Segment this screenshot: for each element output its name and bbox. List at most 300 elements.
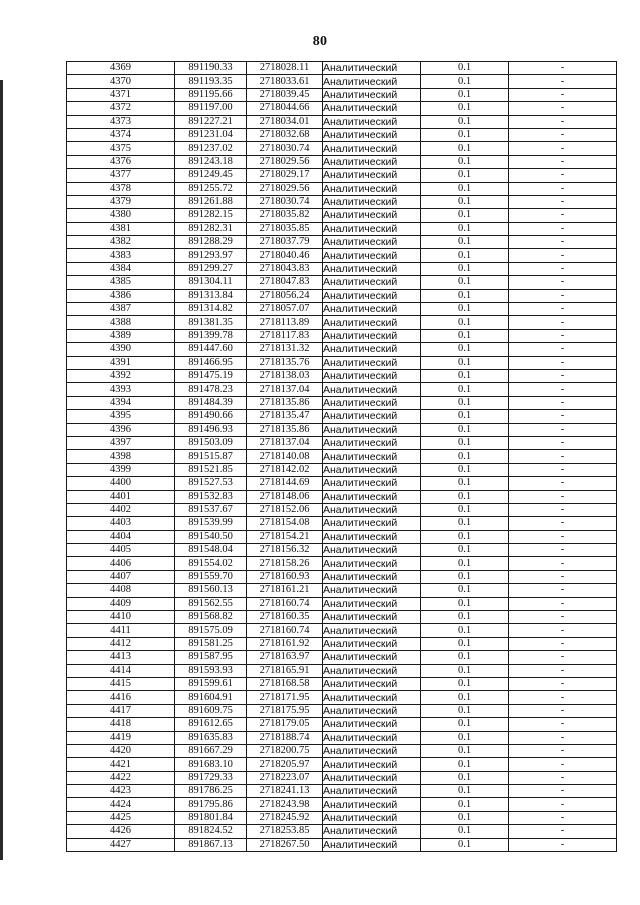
- table-row: [67, 637, 617, 650]
- x-coordinate-cell: 891237.02: [175, 142, 247, 155]
- point-number-cell: 4417: [67, 704, 175, 717]
- method-cell: Аналитический: [323, 731, 421, 744]
- table-row: [67, 570, 617, 583]
- x-coordinate-cell: 891231.04: [175, 128, 247, 141]
- note-cell: -: [509, 463, 617, 476]
- note-cell: -: [509, 825, 617, 838]
- note-cell: -: [509, 677, 617, 690]
- coordinates-table-container: [66, 61, 616, 852]
- point-number-cell: 4405: [67, 544, 175, 557]
- point-number-cell: 4412: [67, 637, 175, 650]
- x-coordinate-cell: 891568.82: [175, 611, 247, 624]
- x-coordinate-cell: 891243.18: [175, 155, 247, 168]
- x-coordinate-cell: 891249.45: [175, 169, 247, 182]
- method-cell: Аналитический: [323, 463, 421, 476]
- accuracy-cell: 0.1: [421, 142, 509, 155]
- accuracy-cell: 0.1: [421, 771, 509, 784]
- x-coordinate-cell: 891635.83: [175, 731, 247, 744]
- method-cell: Аналитический: [323, 664, 421, 677]
- method-cell: Аналитический: [323, 155, 421, 168]
- point-number-cell: 4395: [67, 410, 175, 423]
- x-coordinate-cell: 891466.95: [175, 356, 247, 369]
- table-row: [67, 236, 617, 249]
- note-cell: -: [509, 597, 617, 610]
- point-number-cell: 4427: [67, 838, 175, 851]
- note-cell: -: [509, 303, 617, 316]
- y-coordinate-cell: 2718165.91: [247, 664, 323, 677]
- note-cell: -: [509, 289, 617, 302]
- note-cell: -: [509, 209, 617, 222]
- x-coordinate-cell: 891729.33: [175, 771, 247, 784]
- coordinates-table: [66, 61, 617, 852]
- point-number-cell: 4375: [67, 142, 175, 155]
- x-coordinate-cell: 891609.75: [175, 704, 247, 717]
- method-cell: Аналитический: [323, 544, 421, 557]
- x-coordinate-cell: 891293.97: [175, 249, 247, 262]
- accuracy-cell: 0.1: [421, 651, 509, 664]
- accuracy-cell: 0.1: [421, 182, 509, 195]
- y-coordinate-cell: 2718135.47: [247, 410, 323, 423]
- table-row: [67, 691, 617, 704]
- x-coordinate-cell: 891478.23: [175, 383, 247, 396]
- x-coordinate-cell: 891496.93: [175, 423, 247, 436]
- table-row: [67, 718, 617, 731]
- x-coordinate-cell: 891548.04: [175, 544, 247, 557]
- note-cell: -: [509, 731, 617, 744]
- accuracy-cell: 0.1: [421, 838, 509, 851]
- x-coordinate-cell: 891795.86: [175, 798, 247, 811]
- table-row: [67, 75, 617, 88]
- x-coordinate-cell: 891554.02: [175, 557, 247, 570]
- note-cell: -: [509, 88, 617, 101]
- note-cell: -: [509, 570, 617, 583]
- x-coordinate-cell: 891261.88: [175, 195, 247, 208]
- coordinates-table-body: [67, 62, 617, 852]
- y-coordinate-cell: 2718154.21: [247, 530, 323, 543]
- table-row: [67, 249, 617, 262]
- accuracy-cell: 0.1: [421, 115, 509, 128]
- table-row: [67, 544, 617, 557]
- x-coordinate-cell: 891599.61: [175, 677, 247, 690]
- y-coordinate-cell: 2718223.07: [247, 771, 323, 784]
- method-cell: Аналитический: [323, 222, 421, 235]
- method-cell: Аналитический: [323, 557, 421, 570]
- point-number-cell: 4373: [67, 115, 175, 128]
- accuracy-cell: 0.1: [421, 624, 509, 637]
- note-cell: -: [509, 557, 617, 570]
- accuracy-cell: 0.1: [421, 731, 509, 744]
- method-cell: Аналитический: [323, 289, 421, 302]
- method-cell: Аналитический: [323, 329, 421, 342]
- y-coordinate-cell: 2718135.86: [247, 396, 323, 409]
- y-coordinate-cell: 2718131.32: [247, 343, 323, 356]
- method-cell: Аналитический: [323, 369, 421, 382]
- point-number-cell: 4401: [67, 490, 175, 503]
- y-coordinate-cell: 2718241.13: [247, 785, 323, 798]
- note-cell: -: [509, 758, 617, 771]
- method-cell: Аналитический: [323, 691, 421, 704]
- table-row: [67, 490, 617, 503]
- x-coordinate-cell: 891381.35: [175, 316, 247, 329]
- y-coordinate-cell: 2718156.32: [247, 544, 323, 557]
- note-cell: -: [509, 704, 617, 717]
- note-cell: -: [509, 771, 617, 784]
- y-coordinate-cell: 2718160.74: [247, 624, 323, 637]
- note-cell: -: [509, 249, 617, 262]
- method-cell: Аналитический: [323, 490, 421, 503]
- x-coordinate-cell: 891559.70: [175, 570, 247, 583]
- y-coordinate-cell: 2718029.56: [247, 155, 323, 168]
- note-cell: -: [509, 691, 617, 704]
- method-cell: Аналитический: [323, 637, 421, 650]
- x-coordinate-cell: 891683.10: [175, 758, 247, 771]
- accuracy-cell: 0.1: [421, 704, 509, 717]
- table-row: [67, 744, 617, 757]
- point-number-cell: 4404: [67, 530, 175, 543]
- method-cell: Аналитический: [323, 624, 421, 637]
- note-cell: -: [509, 544, 617, 557]
- point-number-cell: 4416: [67, 691, 175, 704]
- y-coordinate-cell: 2718033.61: [247, 75, 323, 88]
- y-coordinate-cell: 2718158.26: [247, 557, 323, 570]
- accuracy-cell: 0.1: [421, 303, 509, 316]
- table-row: [67, 704, 617, 717]
- accuracy-cell: 0.1: [421, 169, 509, 182]
- accuracy-cell: 0.1: [421, 530, 509, 543]
- table-row: [67, 611, 617, 624]
- accuracy-cell: 0.1: [421, 410, 509, 423]
- page-number: 80: [312, 34, 328, 49]
- method-cell: Аналитический: [323, 249, 421, 262]
- note-cell: -: [509, 490, 617, 503]
- method-cell: Аналитический: [323, 128, 421, 141]
- point-number-cell: 4406: [67, 557, 175, 570]
- y-coordinate-cell: 2718040.46: [247, 249, 323, 262]
- y-coordinate-cell: 2718160.74: [247, 597, 323, 610]
- table-row: [67, 517, 617, 530]
- y-coordinate-cell: 2718161.92: [247, 637, 323, 650]
- method-cell: Аналитический: [323, 811, 421, 824]
- point-number-cell: 4414: [67, 664, 175, 677]
- x-coordinate-cell: 891540.50: [175, 530, 247, 543]
- y-coordinate-cell: 2718030.74: [247, 142, 323, 155]
- accuracy-cell: 0.1: [421, 463, 509, 476]
- y-coordinate-cell: 2718171.95: [247, 691, 323, 704]
- y-coordinate-cell: 2718161.21: [247, 584, 323, 597]
- table-row: [67, 530, 617, 543]
- accuracy-cell: 0.1: [421, 396, 509, 409]
- y-coordinate-cell: 2718029.56: [247, 182, 323, 195]
- accuracy-cell: 0.1: [421, 450, 509, 463]
- note-cell: -: [509, 798, 617, 811]
- accuracy-cell: 0.1: [421, 597, 509, 610]
- x-coordinate-cell: 891314.82: [175, 303, 247, 316]
- method-cell: Аналитический: [323, 718, 421, 731]
- x-coordinate-cell: 891475.19: [175, 369, 247, 382]
- table-row: [67, 798, 617, 811]
- accuracy-cell: 0.1: [421, 490, 509, 503]
- table-row: [67, 356, 617, 369]
- x-coordinate-cell: 891667.29: [175, 744, 247, 757]
- point-number-cell: 4413: [67, 651, 175, 664]
- note-cell: -: [509, 396, 617, 409]
- y-coordinate-cell: 2718152.06: [247, 503, 323, 516]
- table-row: [67, 758, 617, 771]
- point-number-cell: 4376: [67, 155, 175, 168]
- table-row: [67, 115, 617, 128]
- method-cell: Аналитический: [323, 410, 421, 423]
- table-row: [67, 410, 617, 423]
- x-coordinate-cell: 891399.78: [175, 329, 247, 342]
- method-cell: Аналитический: [323, 75, 421, 88]
- accuracy-cell: 0.1: [421, 155, 509, 168]
- y-coordinate-cell: 2718168.58: [247, 677, 323, 690]
- y-coordinate-cell: 2718043.83: [247, 262, 323, 275]
- y-coordinate-cell: 2718037.79: [247, 236, 323, 249]
- y-coordinate-cell: 2718243.98: [247, 798, 323, 811]
- y-coordinate-cell: 2718034.01: [247, 115, 323, 128]
- note-cell: -: [509, 329, 617, 342]
- accuracy-cell: 0.1: [421, 825, 509, 838]
- point-number-cell: 4422: [67, 771, 175, 784]
- accuracy-cell: 0.1: [421, 236, 509, 249]
- table-row: [67, 343, 617, 356]
- note-cell: -: [509, 838, 617, 851]
- point-number-cell: 4399: [67, 463, 175, 476]
- y-coordinate-cell: 2718035.82: [247, 209, 323, 222]
- accuracy-cell: 0.1: [421, 262, 509, 275]
- y-coordinate-cell: 2718267.50: [247, 838, 323, 851]
- note-cell: -: [509, 62, 617, 75]
- method-cell: Аналитический: [323, 262, 421, 275]
- y-coordinate-cell: 2718142.02: [247, 463, 323, 476]
- note-cell: -: [509, 423, 617, 436]
- method-cell: Аналитический: [323, 530, 421, 543]
- accuracy-cell: 0.1: [421, 637, 509, 650]
- note-cell: -: [509, 811, 617, 824]
- accuracy-cell: 0.1: [421, 785, 509, 798]
- table-row: [67, 597, 617, 610]
- method-cell: Аналитический: [323, 142, 421, 155]
- x-coordinate-cell: 891575.09: [175, 624, 247, 637]
- method-cell: Аналитический: [323, 182, 421, 195]
- x-coordinate-cell: 891288.29: [175, 236, 247, 249]
- table-row: [67, 651, 617, 664]
- accuracy-cell: 0.1: [421, 798, 509, 811]
- accuracy-cell: 0.1: [421, 611, 509, 624]
- method-cell: Аналитический: [323, 396, 421, 409]
- y-coordinate-cell: 2718044.66: [247, 102, 323, 115]
- note-cell: -: [509, 262, 617, 275]
- method-cell: Аналитический: [323, 758, 421, 771]
- x-coordinate-cell: 891195.66: [175, 88, 247, 101]
- x-coordinate-cell: 891593.93: [175, 664, 247, 677]
- method-cell: Аналитический: [323, 825, 421, 838]
- accuracy-cell: 0.1: [421, 383, 509, 396]
- y-coordinate-cell: 2718253.85: [247, 825, 323, 838]
- note-cell: -: [509, 785, 617, 798]
- table-row: [67, 624, 617, 637]
- method-cell: Аналитический: [323, 102, 421, 115]
- y-coordinate-cell: 2718056.24: [247, 289, 323, 302]
- point-number-cell: 4388: [67, 316, 175, 329]
- point-number-cell: 4377: [67, 169, 175, 182]
- x-coordinate-cell: 891255.72: [175, 182, 247, 195]
- table-row: [67, 155, 617, 168]
- table-row: [67, 128, 617, 141]
- x-coordinate-cell: 891282.31: [175, 222, 247, 235]
- method-cell: Аналитический: [323, 584, 421, 597]
- table-row: [67, 825, 617, 838]
- table-row: [67, 383, 617, 396]
- x-coordinate-cell: 891604.91: [175, 691, 247, 704]
- table-row: [67, 477, 617, 490]
- method-cell: Аналитический: [323, 785, 421, 798]
- table-row: [67, 731, 617, 744]
- point-number-cell: 4384: [67, 262, 175, 275]
- y-coordinate-cell: 2718154.08: [247, 517, 323, 530]
- note-cell: -: [509, 517, 617, 530]
- accuracy-cell: 0.1: [421, 477, 509, 490]
- accuracy-cell: 0.1: [421, 664, 509, 677]
- point-number-cell: 4403: [67, 517, 175, 530]
- table-row: [67, 262, 617, 275]
- table-row: [67, 838, 617, 851]
- point-number-cell: 4393: [67, 383, 175, 396]
- accuracy-cell: 0.1: [421, 744, 509, 757]
- method-cell: Аналитический: [323, 744, 421, 757]
- y-coordinate-cell: 2718028.11: [247, 62, 323, 75]
- point-number-cell: 4419: [67, 731, 175, 744]
- point-number-cell: 4383: [67, 249, 175, 262]
- y-coordinate-cell: 2718188.74: [247, 731, 323, 744]
- accuracy-cell: 0.1: [421, 557, 509, 570]
- table-row: [67, 222, 617, 235]
- method-cell: Аналитический: [323, 316, 421, 329]
- x-coordinate-cell: 891824.52: [175, 825, 247, 838]
- note-cell: -: [509, 718, 617, 731]
- x-coordinate-cell: 891304.11: [175, 276, 247, 289]
- x-coordinate-cell: 891801.84: [175, 811, 247, 824]
- x-coordinate-cell: 891537.67: [175, 503, 247, 516]
- method-cell: Аналитический: [323, 651, 421, 664]
- table-row: [67, 785, 617, 798]
- y-coordinate-cell: 2718175.95: [247, 704, 323, 717]
- table-row: [67, 102, 617, 115]
- x-coordinate-cell: 891539.99: [175, 517, 247, 530]
- accuracy-cell: 0.1: [421, 517, 509, 530]
- note-cell: -: [509, 530, 617, 543]
- y-coordinate-cell: 2718057.07: [247, 303, 323, 316]
- point-number-cell: 4386: [67, 289, 175, 302]
- table-row: [67, 450, 617, 463]
- point-number-cell: 4409: [67, 597, 175, 610]
- table-row: [67, 811, 617, 824]
- accuracy-cell: 0.1: [421, 289, 509, 302]
- point-number-cell: 4387: [67, 303, 175, 316]
- note-cell: -: [509, 624, 617, 637]
- x-coordinate-cell: 891527.53: [175, 477, 247, 490]
- accuracy-cell: 0.1: [421, 584, 509, 597]
- accuracy-cell: 0.1: [421, 128, 509, 141]
- method-cell: Аналитический: [323, 503, 421, 516]
- note-cell: -: [509, 477, 617, 490]
- y-coordinate-cell: 2718035.85: [247, 222, 323, 235]
- point-number-cell: 4426: [67, 825, 175, 838]
- accuracy-cell: 0.1: [421, 677, 509, 690]
- point-number-cell: 4382: [67, 236, 175, 249]
- point-number-cell: 4407: [67, 570, 175, 583]
- table-row: [67, 503, 617, 516]
- accuracy-cell: 0.1: [421, 75, 509, 88]
- y-coordinate-cell: 2718205.97: [247, 758, 323, 771]
- accuracy-cell: 0.1: [421, 811, 509, 824]
- note-cell: -: [509, 75, 617, 88]
- y-coordinate-cell: 2718113.89: [247, 316, 323, 329]
- point-number-cell: 4410: [67, 611, 175, 624]
- point-number-cell: 4398: [67, 450, 175, 463]
- x-coordinate-cell: 891562.55: [175, 597, 247, 610]
- table-row: [67, 169, 617, 182]
- note-cell: -: [509, 236, 617, 249]
- table-row: [67, 329, 617, 342]
- point-number-cell: 4381: [67, 222, 175, 235]
- x-coordinate-cell: 891190.33: [175, 62, 247, 75]
- accuracy-cell: 0.1: [421, 209, 509, 222]
- note-cell: -: [509, 369, 617, 382]
- note-cell: -: [509, 222, 617, 235]
- point-number-cell: 4418: [67, 718, 175, 731]
- table-row: [67, 436, 617, 449]
- accuracy-cell: 0.1: [421, 88, 509, 101]
- accuracy-cell: 0.1: [421, 503, 509, 516]
- table-row: [67, 423, 617, 436]
- method-cell: Аналитический: [323, 195, 421, 208]
- accuracy-cell: 0.1: [421, 423, 509, 436]
- x-coordinate-cell: 891313.84: [175, 289, 247, 302]
- note-cell: -: [509, 410, 617, 423]
- table-row: [67, 195, 617, 208]
- note-cell: -: [509, 744, 617, 757]
- x-coordinate-cell: 891612.65: [175, 718, 247, 731]
- x-coordinate-cell: 891587.95: [175, 651, 247, 664]
- accuracy-cell: 0.1: [421, 316, 509, 329]
- table-row: [67, 142, 617, 155]
- method-cell: Аналитический: [323, 343, 421, 356]
- table-row: [67, 463, 617, 476]
- table-row: [67, 316, 617, 329]
- point-number-cell: 4389: [67, 329, 175, 342]
- y-coordinate-cell: 2718032.68: [247, 128, 323, 141]
- x-coordinate-cell: 891484.39: [175, 396, 247, 409]
- point-number-cell: 4390: [67, 343, 175, 356]
- y-coordinate-cell: 2718160.93: [247, 570, 323, 583]
- note-cell: -: [509, 436, 617, 449]
- y-coordinate-cell: 2718140.08: [247, 450, 323, 463]
- method-cell: Аналитический: [323, 798, 421, 811]
- y-coordinate-cell: 2718135.76: [247, 356, 323, 369]
- method-cell: Аналитический: [323, 62, 421, 75]
- method-cell: Аналитический: [323, 838, 421, 851]
- y-coordinate-cell: 2718137.04: [247, 436, 323, 449]
- point-number-cell: 4380: [67, 209, 175, 222]
- method-cell: Аналитический: [323, 169, 421, 182]
- point-number-cell: 4396: [67, 423, 175, 436]
- point-number-cell: 4370: [67, 75, 175, 88]
- point-number-cell: 4402: [67, 503, 175, 516]
- point-number-cell: 4371: [67, 88, 175, 101]
- method-cell: Аналитический: [323, 383, 421, 396]
